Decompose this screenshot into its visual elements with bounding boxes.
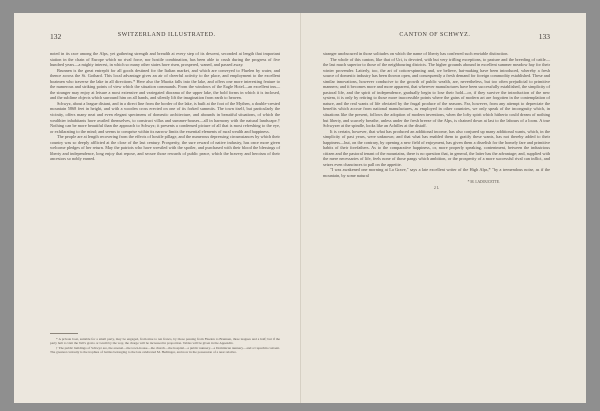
right-paragraph-1: stranger unobscured in those solitudes on which the name of liberty has conferred such enviable distinction. [323, 51, 509, 56]
left-page [14, 13, 301, 403]
right-page [301, 13, 586, 403]
left-paragraph-1: noted in its race among the Alps, yet gathering strength and breadth at every step of its descent, seconded at length that important station in the chain of Europe which no rival force, nor hostile combination, has been able to crush during the progress of five hundred years—a mighty interest, in which so many other states have risen, prospered, waned, and passed away. [50, 51, 280, 68]
left-footnotes [50, 337, 280, 354]
left-paragraph-3: Schwyz, about a league distant, and in a direct line from the border of the lake, is built at the foot of the Mythen, a double-crested mountain 5868 feet in height, and with a wooden cross erected on one of its forked summits. The town itself, but particularly the vicinity, offers many neat and even elegant specimens of domestic architecture, and abounds in beautiful situations, of which the wealthier inhabitants have availed themselves, to construct villas and summer-houses—all in harmony with the natural landscape.† Nothing can be more beautiful than the approach to Schwyz; it presents a condensed picture of all that is most refreshing to the eye, or exhilarating to the mind; and seems to comprise within its narrow limits the essential elements of rural wealth and happiness. [50, 100, 280, 134]
right-paragraph-4: "I was awakened one morning at La Grave," says a late excellent writer of the High Alps,* "by a tremendous noise, as if the mountain, by some natural [323, 167, 550, 179]
left-page-number: 132 [50, 32, 62, 41]
left-paragraph-4: The people are at length recovering from the effects of hostile pillage, and the numerous depressing circumstances by which their country was so deeply afflicted at the close of the last century. Prosperity, the sure reward of native industry, has once more given welcome pledges of her return. May the patriots who have wrestled with the spoiler, and purchased with their blood the blessings of liberty and independence, long enjoy that repose, and secure those rewards of public peace, which the bravery and heroism of their ancestors so nobly earned. [50, 134, 280, 162]
book-spread [14, 13, 586, 403]
left-running-head: SWITZERLAND ILLUSTRATED. [117, 32, 216, 38]
right-paragraph-2: The whole of this canton, like that of Uri, is devoted, with but very trifling exceptions, to pasture and the breeding of cattle—the last much superior to those of the neighbouring districts. The higher grounds abound in excellent summer meadow hay for their winter provender. Latterly, too, the art of cotton-spinning and, we believe, hat-making have been introduced, whereby a fresh source of domestic industry has been thrown open, and consequently a fresh demand for foreign commodity established. These and similar innovations, however conducive to the growth of public wealth, are, nevertheless, but too often prejudicial to primitive manners; and it becomes more and more apparent, that wherever manufactures have been successfully established, the simplicity of pastoral life, and the spirit of independence, gradually begin to lose their hold—or, if they survive the introduction of the new system, it is only by retiring to those more inaccessible points where the gains of modern art are forgotten in the contemplation of nature, and the real wants of life obviated by the frugal produce of the seasons. Far, however, from any attempt to depreciate the benefits which accrue from national manufactures, as employed in other countries, we only speak of the incongruity which, in situations like the present, follows the adoption of modern inventions, when the lofty spirit which hitherto could dream of nothing but liberty, and scarcely breathe, unless under the fresh breeze of the Alps, is chained down at last to the labours of a loom. A true Schwyzer at the spindle, looks like an Achilles at the distaff. [323, 56, 550, 129]
printer-signature: 2 L [434, 186, 439, 191]
left-paragraph-2: Brunnen is the great entrepôt for all goods destined for the Italian market, and which are conveyed to Fluelen by water, and thence across the St. Gothard. This local advantage gives an air of cheerful activity to the place, and employment to the excellent boatmen who traverse the lake in all directions.* Here also the Muotta falls into the lake, and offers one more interesting feature to the numerous and striking points of view which the situation commands. From the windows of the Eagle Hotel—an excellent inn—the stranger may enjoy at leisure a most extensive and variegated diorama of the upper lake, the bold forms in which it is inclosed, and the sublime objects which surround him on all hands, and silently lift the imagination from earth to heaven. [50, 67, 280, 101]
left-page-header [50, 32, 280, 41]
left-page-body [50, 51, 280, 162]
right-footnote-author: * M. LADOUCETTE. [467, 179, 500, 184]
right-paragraph-3: It is certain, however, that what has produced an additional income, has also conjured up many additional wants, which, in the simplicity of past years, were unknown; and that what has enabled them to gratify these wants, has not thereby added to their happiness—but, on the contrary, by opening a new field of enjoyment, has given them a disrelish for the homely fare and primitive habits of their forefathers. As to the comparative happiness, or, more properly speaking, contentment, between the industrious citizen and the pastoral tenant of the mountains, there is no question that, in general, the latter has the advantage; and, supplied with the mere necessaries of life, feels none of those pangs which ambition, or the prosperity of a more successful rival can inflict, and seizes even chancinces to pall on the appetite. [323, 128, 550, 167]
right-page-body [323, 51, 550, 192]
right-running-head: CANTON OF SCHWYZ. [399, 32, 471, 38]
right-page-header [323, 32, 550, 41]
footnote-divider [50, 333, 78, 334]
left-footnote-2: † The public buildings of Schwyz are, the arsenal—the town-house—the church—the hospital—a public nunnery—a Dominican nunnery—and a Capuchin convent. The greatest curiosity is the trophies of battles belonging to the late celebrated M. Hediinger, and now in the possession of a near relative. [50, 345, 280, 354]
left-footnote-1: * A private boat, suitable for a small party, may be engaged, from nine to ten francs, by those passing from Fluelen to Brunnen, three leagues and a half; but if the party halt to visit the Tell's grotto or Grutli by the way, the charge will be increased in proportion. Tables will be given in the Appendix. [50, 337, 280, 346]
right-page-number: 133 [538, 32, 550, 41]
